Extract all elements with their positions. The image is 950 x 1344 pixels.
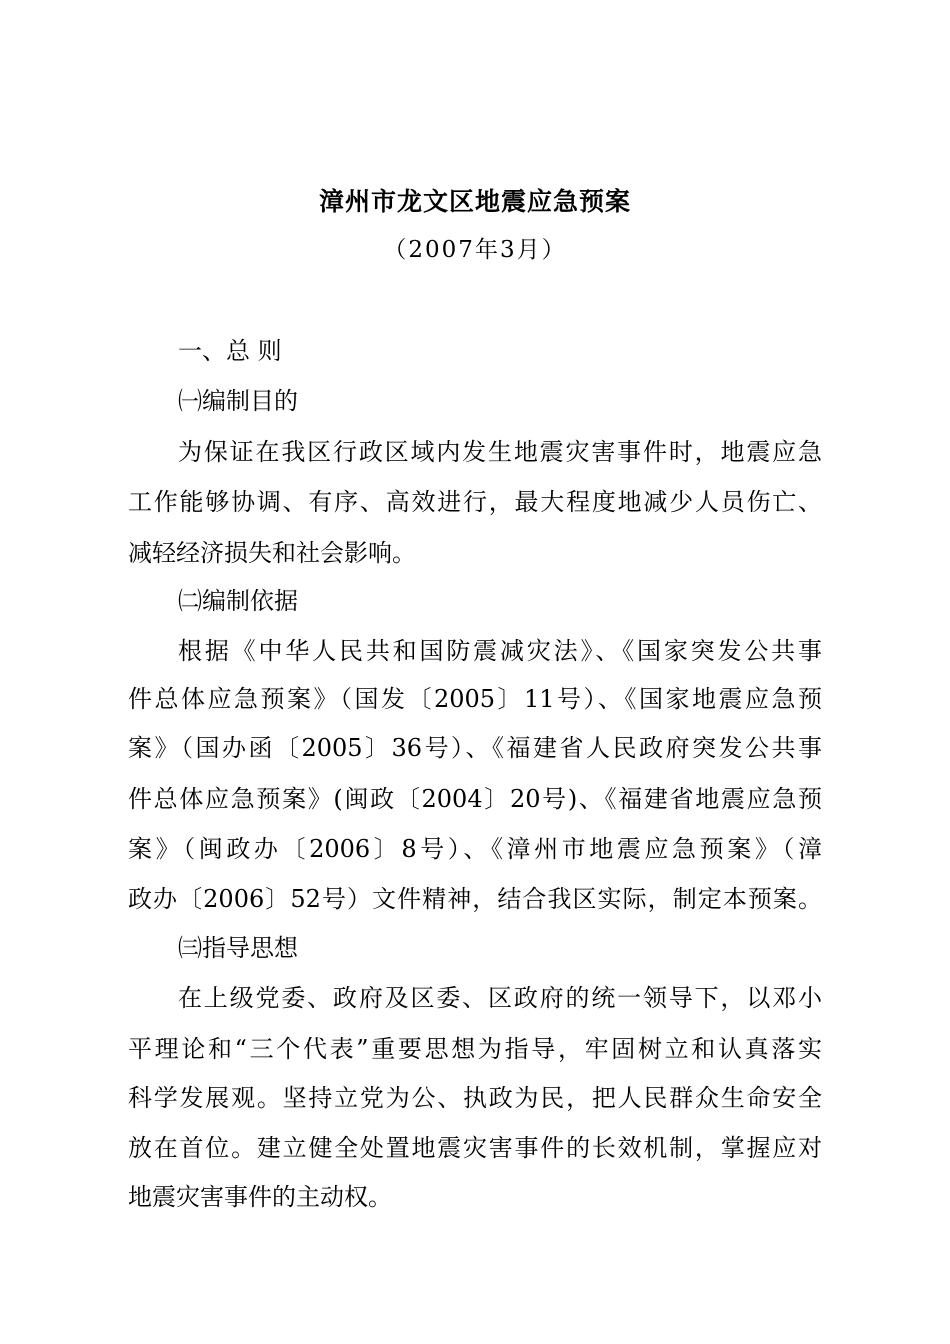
subheading-guiding-ideology: ㈢指导思想 [178,934,298,962]
paragraph-line: 根据《中华人民共和国防震减灾法》、《国家突发公共事 [178,637,822,665]
paragraph-line: 减轻经济损失和社会影响。 [128,539,416,567]
paragraph-line: 案》（国办函〔2005〕36号）、《福建省人民政府突发公共事 [128,734,822,762]
paragraph-line: 为保证在我区行政区域内发生地震灾害事件时，地震应急 [178,438,822,466]
paragraph-line: 案》（闽政办〔2006〕8号）、《漳州市地震应急预案》（漳 [128,835,822,863]
paragraph-line: 政办〔2006〕52号）文件精神，结合我区实际，制定本预案。 [128,885,822,913]
paragraph-line: 在上级党委、政府及区委、区政府的统一领导下，以邓小 [178,984,822,1012]
paragraph-line: 放在首位。建立健全处置地震灾害事件的长效机制，掌握应对 [128,1134,822,1162]
section-heading-general: 一、总 则 [178,337,282,365]
paragraph-line: 科学发展观。坚持立党为公、执政为民，把人民群众生命安全 [128,1084,822,1112]
subheading-purpose: ㈠编制目的 [178,387,298,415]
subheading-basis: ㈡编制依据 [178,587,298,615]
paragraph-line: 地震灾害事件的主动权。 [128,1183,392,1211]
document-title: 漳州市龙文区地震应急预案 [318,187,631,216]
paragraph-line: 工作能够协调、有序、高效进行，最大程度地减少人员伤亡、 [128,488,822,516]
document-date: （2007年3月） [383,237,567,263]
paragraph-line: 平理论和“三个代表”重要思想为指导，牢固树立和认真落实 [128,1035,822,1063]
paragraph-line: 件总体应急预案》（国发〔2005〕11号）、《国家地震应急预 [128,685,822,713]
paragraph-line: 件总体应急预案》(闽政〔2004〕20号)、《福建省地震应急预 [128,785,822,813]
